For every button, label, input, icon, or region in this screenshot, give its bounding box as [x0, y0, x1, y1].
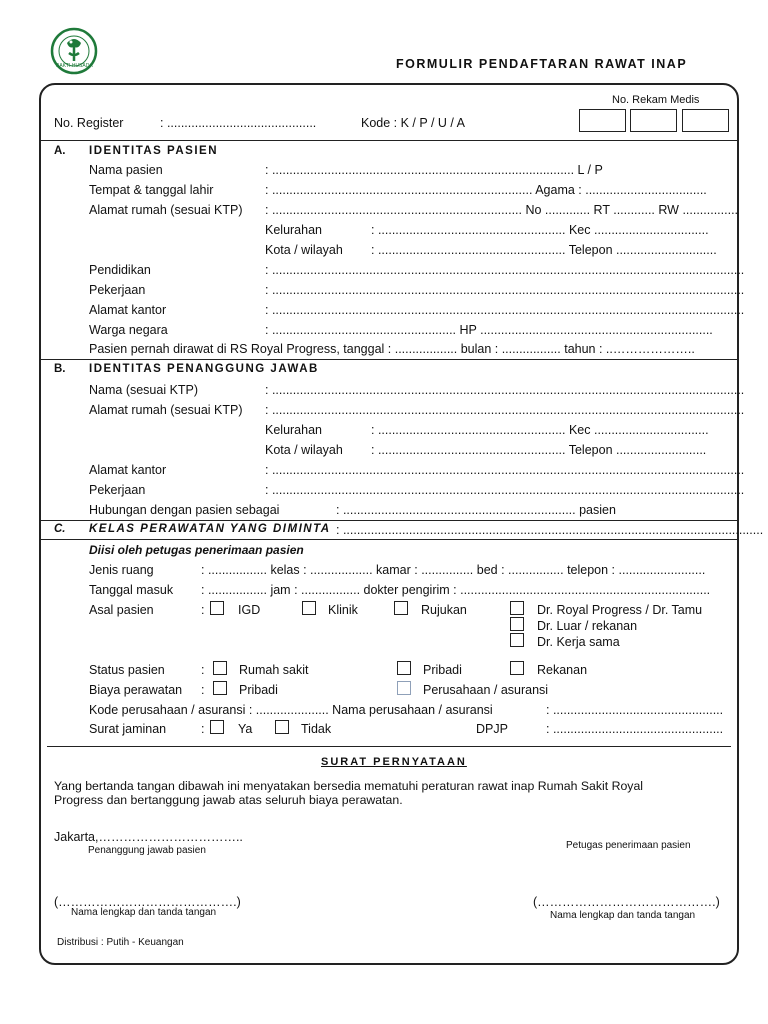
kelurahan-pasien-field[interactable]: : ...................................................... Kec ................................. — [371, 223, 709, 237]
warga-negara-label: Warga negara — [89, 323, 168, 337]
left-role: Penanggung jawab pasien — [88, 845, 206, 856]
status-colon: : — [201, 663, 205, 677]
nama-pj-label: Nama (sesuai KTP) — [89, 383, 199, 397]
distribusi-note: Distribusi : Putih - Keuangan — [57, 937, 184, 948]
right-role: Petugas penerimaan pasien — [566, 840, 691, 851]
surat-ya-label: Ya — [238, 722, 253, 736]
divider — [41, 140, 737, 141]
nama-pj-field[interactable]: : ........................................................................................................................................ — [265, 383, 745, 397]
biaya-pribadi-checkbox[interactable] — [213, 681, 227, 695]
klinik-checkbox[interactable] — [302, 601, 316, 615]
rekanan-label: Rekanan — [537, 663, 588, 677]
divider — [41, 520, 737, 521]
pendidikan-label: Pendidikan — [89, 263, 151, 277]
biaya-perawatan-label: Biaya perawatan — [89, 683, 183, 697]
surat-tidak-checkbox[interactable] — [275, 720, 289, 734]
pekerjaan-pj-field[interactable]: : ........................................................................................................................................ — [265, 483, 745, 497]
kantor-pj-label: Alamat kantor — [89, 463, 167, 477]
statement-title: SURAT PERNYATAAN — [321, 756, 467, 768]
hubungan-label: Hubungan dengan pasien sebagai — [89, 503, 280, 517]
asal-pasien-label: Asal pasien — [89, 603, 154, 617]
dr-royal-progress-checkbox[interactable] — [510, 601, 524, 615]
surat-jaminan-label: Surat jaminan — [89, 722, 167, 736]
divider — [41, 539, 737, 540]
kantor-pasien-label: Alamat kantor — [89, 303, 167, 317]
divider — [47, 746, 731, 747]
jenis-ruang-label: Jenis ruang — [89, 563, 154, 577]
nama-pasien-field[interactable]: : ....................................................................................... L / P — [265, 163, 603, 177]
pendidikan-field[interactable]: : ........................................................................................................................................ — [265, 263, 745, 277]
right-signature-field[interactable]: (…………………………………….) — [533, 895, 720, 909]
pekerjaan-pj-label: Pekerjaan — [89, 483, 146, 497]
biaya-pribadi-label: Pribadi — [239, 683, 278, 697]
petugas-note: Diisi oleh petugas penerimaan pasien — [89, 543, 304, 557]
rekam-medis-box-3[interactable] — [682, 109, 729, 132]
rujukan-label: Rujukan — [421, 603, 467, 617]
pernah-dirawat-field[interactable]: Pasien pernah dirawat di RS Royal Progress, tanggal : .................. bulan : ................. tahun : ..……………….. — [89, 342, 695, 356]
perusahaan-asuransi-label: Perusahaan / asuransi — [423, 683, 549, 697]
section-a-title: IDENTITAS PASIEN — [89, 145, 218, 157]
dr-royal-progress-label: Dr. Royal Progress / Dr. Tamu — [537, 603, 703, 617]
pekerjaan-pasien-label: Pekerjaan — [89, 283, 146, 297]
statement-line-1: Yang bertanda tangan dibawah ini menyatakan bersedia mematuhi peraturan rawat inap Rumah Sakit Royal — [54, 779, 644, 793]
warga-negara-field[interactable]: : ..................................................... HP ................................................................... — [265, 323, 713, 337]
form-title: FORMULIR PENDAFTARAN RAWAT INAP — [396, 57, 688, 71]
nama-perusahaan-field[interactable]: : ................................................. — [546, 703, 724, 717]
alamat-pj-label: Alamat rumah (sesuai KTP) — [89, 403, 243, 417]
statement-line-2: Progress dan bertanggung jawab atas seluruh biaya perawatan. — [54, 793, 403, 807]
section-c-title: KELAS PERAWATAN YANG DIMINTA — [89, 523, 331, 535]
rekam-medis-box-2[interactable] — [630, 109, 677, 132]
divider — [41, 359, 737, 360]
section-b-title: IDENTITAS PENANGGUNG JAWAB — [89, 363, 319, 375]
biaya-colon: : — [201, 683, 205, 697]
igd-label: IGD — [238, 603, 261, 617]
dpjp-field[interactable]: : ................................................. — [546, 722, 724, 736]
klinik-label: Klinik — [328, 603, 358, 617]
tanggal-masuk-field[interactable]: : ................. jam : ................. dokter pengirim : ........................................................................ — [201, 583, 711, 597]
surat-tidak-label: Tidak — [301, 722, 332, 736]
surat-colon: : — [201, 722, 205, 736]
tanggal-masuk-label: Tanggal masuk — [89, 583, 174, 597]
perusahaan-asuransi-checkbox[interactable] — [397, 681, 411, 695]
ttl-field[interactable]: : ........................................................................... Agama : ................................... — [265, 183, 707, 197]
dr-kerja-sama-checkbox[interactable] — [510, 633, 524, 647]
kelurahan-pasien-label: Kelurahan — [265, 223, 322, 237]
left-signature-field[interactable]: (…………………………………….) — [54, 895, 241, 909]
place-date-field[interactable]: Jakarta,…………………………….. — [54, 830, 243, 844]
igd-checkbox[interactable] — [210, 601, 224, 615]
pekerjaan-pasien-field[interactable]: : ........................................................................................................................................ — [265, 283, 745, 297]
alamat-pasien-field[interactable]: : ........................................................................ No ............. RT ............ RW ................ — [265, 203, 739, 217]
left-caption: Nama lengkap dan tanda tangan — [71, 907, 217, 918]
rujukan-checkbox[interactable] — [394, 601, 408, 615]
rekam-medis-box-1[interactable] — [579, 109, 626, 132]
right-caption: Nama lengkap dan tanda tangan — [550, 910, 696, 921]
kantor-pasien-field[interactable]: : ........................................................................................................................................ — [265, 303, 745, 317]
rekam-medis-label: No. Rekam Medis — [612, 94, 700, 106]
dr-luar-checkbox[interactable] — [510, 617, 524, 631]
kota-pasien-label: Kota / wilayah — [265, 243, 343, 257]
section-b-letter: B. — [54, 363, 66, 375]
kota-pj-field[interactable]: : ...................................................... Telepon .......................... — [371, 443, 707, 457]
dr-kerja-sama-label: Dr. Kerja sama — [537, 635, 620, 649]
status-pasien-label: Status pasien — [89, 663, 165, 677]
dr-luar-label: Dr. Luar / rekanan — [537, 619, 638, 633]
surat-ya-checkbox[interactable] — [210, 720, 224, 734]
kode-field[interactable]: Kode : K / P / U / A — [361, 116, 465, 130]
status-pribadi-checkbox[interactable] — [397, 661, 411, 675]
section-c-letter: C. — [54, 523, 66, 535]
register-field[interactable]: : ........................................... — [160, 116, 317, 130]
alamat-pj-field[interactable]: : ........................................................................................................................................ — [265, 403, 745, 417]
rumah-sakit-label: Rumah sakit — [239, 663, 309, 677]
kantor-pj-field[interactable]: : ........................................................................................................................................ — [265, 463, 745, 477]
asal-colon: : — [201, 603, 205, 617]
section-a-letter: A. — [54, 145, 66, 157]
kelas-field[interactable]: : ......................................................................................................................... — [336, 523, 764, 537]
ttl-label: Tempat & tanggal lahir — [89, 183, 214, 197]
logo-caption: BAKTI HUSADA — [56, 63, 93, 69]
register-label: No. Register — [54, 116, 124, 130]
kota-pasien-field[interactable]: : ...................................................... Telepon ............................. — [371, 243, 717, 257]
status-pribadi-label: Pribadi — [423, 663, 462, 677]
jenis-ruang-field[interactable]: : ................. kelas : .................. kamar : ............... bed : ................ telepon : ......................... — [201, 563, 706, 577]
nama-pasien-label: Nama pasien — [89, 163, 163, 177]
dpjp-label: DPJP — [476, 722, 508, 736]
kota-pj-label: Kota / wilayah — [265, 443, 343, 457]
kelurahan-pj-field[interactable]: : ...................................................... Kec ................................. — [371, 423, 709, 437]
kode-perusahaan-field[interactable]: Kode perusahaan / asuransi : ..................... Nama perusahaan / asuransi — [89, 703, 493, 717]
rumah-sakit-checkbox[interactable] — [213, 661, 227, 675]
hubungan-field[interactable]: : ................................................................... pasien — [336, 503, 616, 517]
rekanan-checkbox[interactable] — [510, 661, 524, 675]
kelurahan-pj-label: Kelurahan — [265, 423, 322, 437]
alamat-pasien-label: Alamat rumah (sesuai KTP) — [89, 203, 243, 217]
